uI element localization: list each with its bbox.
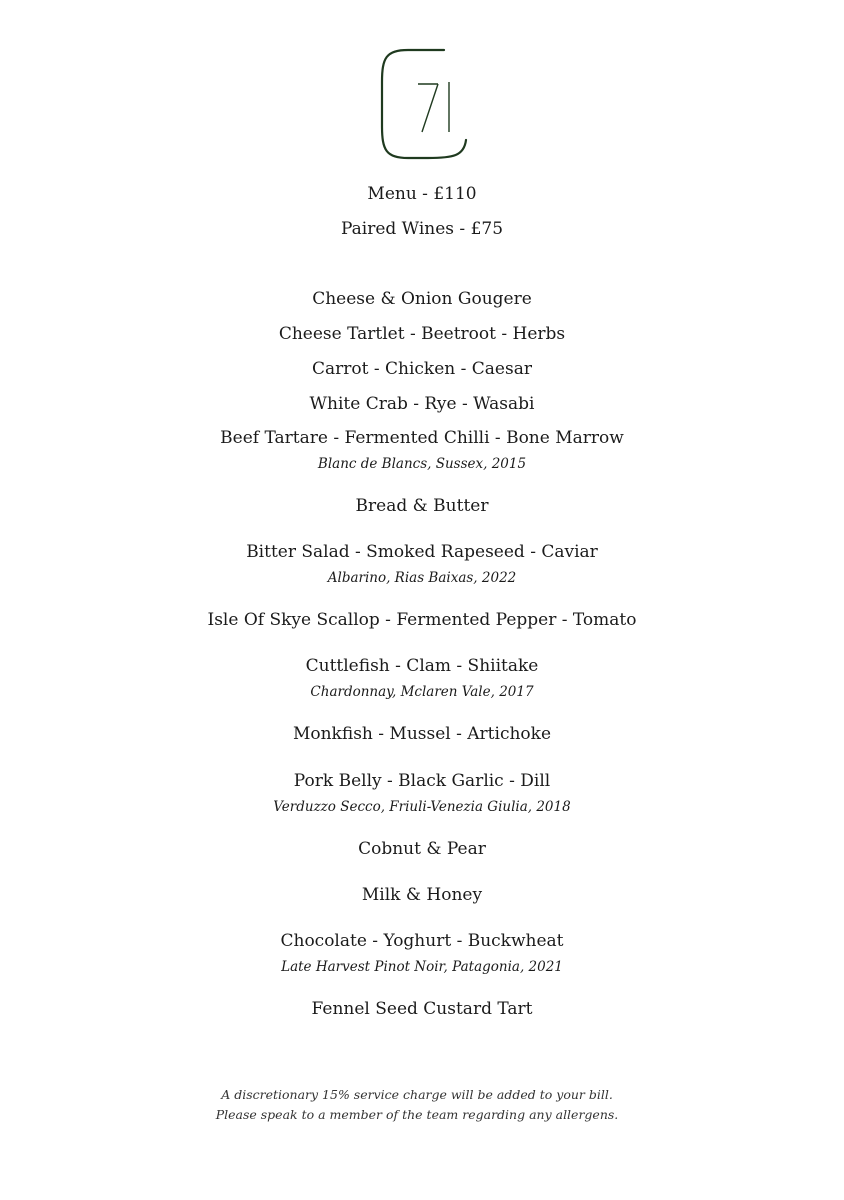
paired-wines-price: Paired Wines - £75 (340, 219, 504, 239)
dish-item: Isle Of Skye Scallop - Fermented Pepper - Tomato (207, 610, 637, 630)
dish-item: Fennel Seed Custard Tart (311, 999, 533, 1019)
dish-item: Bread & Butter (355, 496, 489, 516)
dish-item: Cheese Tartlet - Beetroot - Herbs (278, 324, 566, 344)
restaurant-logo (378, 46, 468, 162)
dish-item: Cheese & Onion Gougere (312, 289, 532, 309)
wine-pairing: Late Harvest Pinot Noir, Patagonia, 2021 (281, 959, 563, 975)
allergen-note: Please speak to a member of the team regarding any allergens. (215, 1107, 619, 1122)
dish-item: Pork Belly - Black Garlic - Dill (293, 771, 551, 791)
dish-item: Cuttlefish - Clam - Shiitake (305, 656, 539, 676)
wine-pairing: Blanc de Blancs, Sussex, 2015 (317, 456, 527, 472)
wine-pairing: Chardonnay, Mclaren Vale, 2017 (310, 684, 534, 700)
wine-pairing: Verduzzo Secco, Friuli-Venezia Giulia, 2018 (273, 799, 571, 815)
dish-item: Milk & Honey (361, 885, 483, 905)
dish-item: Beef Tartare - Fermented Chilli - Bone Marrow (220, 428, 624, 448)
dish-item: Cobnut & Pear (358, 839, 486, 859)
dish-item: Chocolate - Yoghurt - Buckwheat (280, 931, 564, 951)
service-charge-note: A discretionary 15% service charge will be added to your bill. (221, 1087, 613, 1102)
menu-price: Menu - £110 (367, 184, 477, 204)
dish-item: White Crab - Rye - Wasabi (309, 394, 535, 414)
wine-pairing: Albarino, Rias Baixas, 2022 (327, 570, 517, 586)
logo-mark-icon (378, 46, 468, 162)
dish-item: Bitter Salad - Smoked Rapeseed - Caviar (246, 542, 598, 562)
dish-item: Monkfish - Mussel - Artichoke (292, 724, 552, 744)
dish-item: Carrot - Chicken - Caesar (312, 359, 532, 379)
